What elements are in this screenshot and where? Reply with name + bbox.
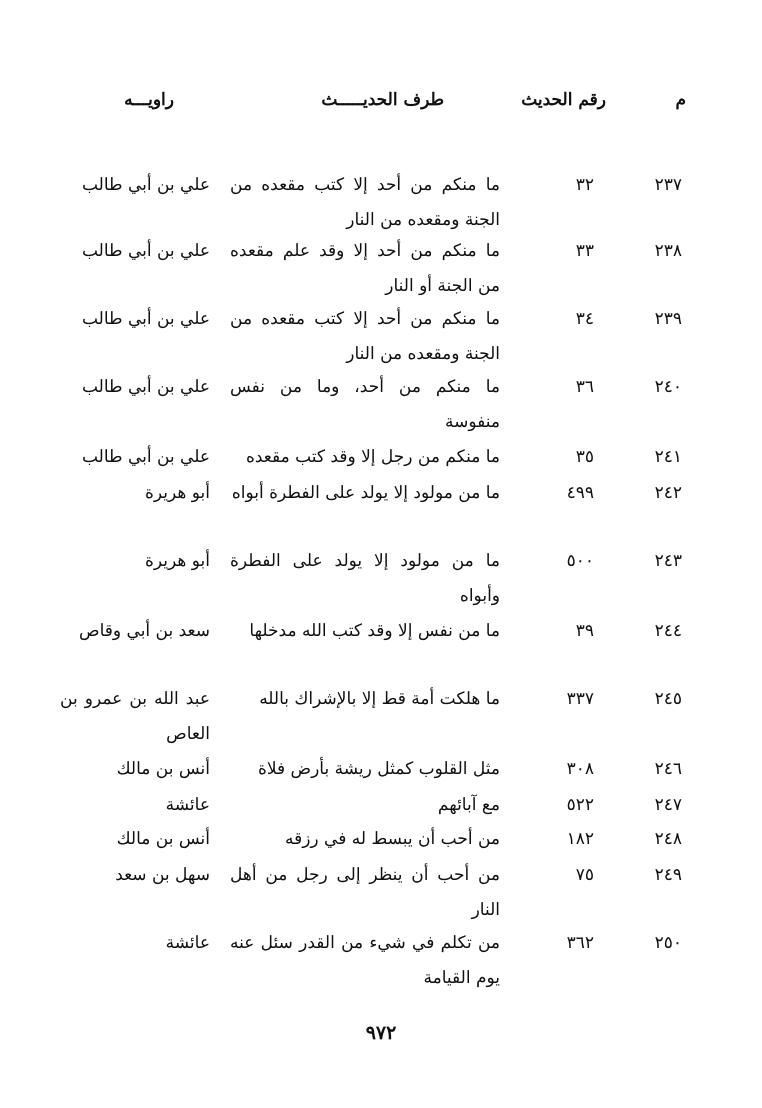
hadith-number: ٣٤	[575, 309, 594, 329]
hadith-text: مثل القلوب كمثل ريشة بأرض فلاة	[257, 759, 500, 779]
row-index: ٢٤٣	[654, 551, 682, 571]
hadith-number: ٥٢٢	[566, 795, 594, 815]
row-index: ٢٣٨	[654, 241, 682, 261]
row-index: ٢٤٥	[654, 689, 682, 709]
hadith-text: ما منكم من رجل إلا وقد كتب مقعده	[245, 447, 500, 467]
row-index: ٢٤٧	[654, 795, 682, 815]
hadith-number: ٣٩	[575, 621, 594, 641]
hadith-text: ما منكم من أحد إلا كتب مقعده من الجنة ومقعده من النار	[230, 309, 500, 364]
header-hadith-text: طرف الحديـــــث	[321, 90, 444, 110]
header-narrator: راويـــه	[124, 90, 174, 110]
hadith-text: من أحب أن يبسط له في رزقه	[284, 829, 500, 849]
row-index: ٢٤٨	[654, 829, 682, 849]
hadith-number: ٣٣٧	[566, 689, 594, 709]
hadith-text: ما من نفس إلا وقد كتب الله مدخلها	[249, 621, 500, 641]
narrator: سعد بن أبي وقاص	[79, 621, 210, 641]
hadith-number: ٥٠٠	[566, 551, 594, 571]
row-index: ٢٤٠	[654, 377, 682, 397]
narrator: عائشة	[165, 795, 210, 815]
hadith-text: مع آبائهم	[437, 795, 500, 815]
header-hadith-number: رقم الحديث	[521, 90, 606, 110]
row-index: ٢٤٩	[654, 865, 682, 885]
header-index: م	[675, 90, 686, 110]
row-index: ٢٤١	[654, 447, 682, 467]
row-index: ٢٤٦	[654, 759, 682, 779]
hadith-number: ٣٥	[575, 447, 594, 467]
row-index: ٢٣٩	[654, 309, 682, 329]
hadith-text: ما منكم من أحد إلا وقد علم مقعده من الجنة أو النار	[230, 241, 500, 296]
hadith-number: ٣٦	[575, 377, 594, 397]
row-index: ٢٤٢	[654, 483, 682, 503]
hadith-text: ما منكم من أحد، وما من نفس منفوسة	[230, 377, 500, 432]
hadith-number: ٣٠٨	[566, 759, 594, 779]
row-index: ٢٤٤	[654, 621, 682, 641]
narrator: أنس بن مالك	[116, 759, 210, 779]
hadith-text: من أحب أن ينظر إلى رجل من أهل النار	[230, 865, 500, 920]
row-index: ٢٥٠	[654, 933, 682, 953]
narrator: أبو هريرة	[144, 483, 210, 503]
narrator: علي بن أبي طالب	[81, 175, 210, 195]
hadith-text: ما من مولود إلا يولد على الفطرة أبواه	[231, 483, 500, 503]
narrator: علي بن أبي طالب	[81, 377, 210, 397]
hadith-text: ما منكم من أحد إلا كتب مقعده من الجنة ومقعده من النار	[230, 175, 500, 230]
narrator: علي بن أبي طالب	[81, 241, 210, 261]
hadith-text: ما من مولود إلا يولد على الفطرة وأبواه	[230, 551, 500, 606]
hadith-number: ٣٦٢	[566, 933, 594, 953]
narrator: علي بن أبي طالب	[81, 447, 210, 467]
hadith-text: من تكلم في شيء من القدر سئل عنه يوم القيامة	[230, 933, 500, 988]
narrator: عائشة	[165, 933, 210, 953]
narrator: أنس بن مالك	[116, 829, 210, 849]
hadith-number: ٧٥	[575, 865, 594, 885]
page-number: ٩٧٢	[365, 1022, 397, 1044]
hadith-number: ٤٩٩	[566, 483, 594, 503]
hadith-number: ١٨٢	[566, 829, 594, 849]
hadith-number: ٣٢	[575, 175, 594, 195]
hadith-number: ٣٣	[575, 241, 594, 261]
narrator: عبد الله بن عمرو بن العاص	[60, 689, 210, 744]
narrator: علي بن أبي طالب	[81, 309, 210, 329]
hadith-text: ما هلكت أمة قط إلا بالإشراك بالله	[259, 689, 500, 709]
narrator: سهل بن سعد	[115, 865, 210, 885]
narrator: أبو هريرة	[144, 551, 210, 571]
row-index: ٢٣٧	[654, 175, 682, 195]
